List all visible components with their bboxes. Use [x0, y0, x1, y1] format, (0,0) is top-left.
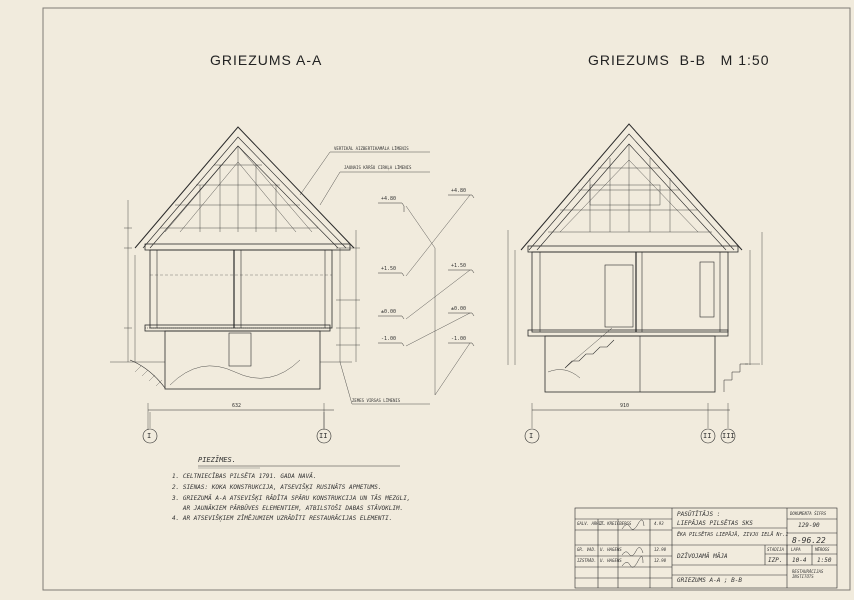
- axis-label: II: [319, 432, 328, 440]
- tb-sheet-no: 8-96.22: [792, 536, 826, 545]
- tb-name: Z. KREICBERGS: [600, 521, 632, 526]
- tb-stage: IZP.: [768, 557, 783, 564]
- tb-client-name: LIEPĀJAS PILSĒTAS SKS: [677, 520, 753, 527]
- elevation-label: +4.80: [451, 188, 467, 194]
- tb-date: 12.90: [654, 547, 667, 552]
- tb-date: 12.90: [654, 558, 667, 563]
- tb-role: GR. VAD.: [577, 547, 597, 552]
- dimension-label: 632: [232, 403, 242, 409]
- tb-name: U. HAGENS: [600, 558, 622, 563]
- callout-label: JAUNAIS KĀRŠU CIRKĻA LĪMENIS: [344, 165, 412, 170]
- note-line: AR JAUNĀKIEM PĀRBŪVES ELEMENTIEM, ATBILSTOŠI DABAS STĀVOKLIM.: [172, 505, 404, 512]
- tb-drawing-title: DZĪVOJAMĀ MĀJA: [677, 553, 728, 560]
- axis-label: I: [529, 432, 534, 440]
- tb-name: U. HAGENS: [600, 547, 622, 552]
- tb-stage-label: STADIJA: [767, 547, 784, 552]
- tb-role: IZSTRĀD.: [577, 558, 597, 563]
- elevation-label: +1.50: [381, 266, 397, 272]
- tb-address: ĒKA PILSĒTAS LIEPĀJĀ, ZIVJU IELĀ Nr.1: [677, 532, 789, 538]
- tb-sheet-title: GRIEZUMS A-A ; B-B: [677, 577, 743, 584]
- notes-heading: PIEZĪMES.: [198, 456, 236, 464]
- note-line: 2. SIENAS: KOKA KONSTRUKCIJA, ATSEVIŠĶI RUSINĀTS APMETUMS.: [172, 484, 382, 491]
- elevation-label: +1.50: [451, 263, 467, 269]
- elevation-label: -1.00: [381, 336, 397, 342]
- axis-label: II: [703, 432, 712, 440]
- tb-role: GALV. ARHIT.: [577, 521, 606, 526]
- note-line: 3. GRIEZUMĀ A-A ATSEVIŠĶI RĀDĪTA SPĀRU KONSTRUKCIJA UN TĀS MEZGLI,: [172, 495, 411, 502]
- tb-scale-label: MĒROGS: [815, 547, 830, 552]
- section-a-title: GRIEZUMS A-A: [210, 52, 323, 68]
- axis-label: III: [722, 432, 735, 440]
- note-line: 4. AR ATSEVIŠĶIEM ZĪMĒJUMIEM UZRĀDĪTI RESTAURĀCIJAS ELEMENTI.: [172, 515, 393, 522]
- tb-client-label: PASŪTĪTĀJS :: [677, 511, 721, 518]
- callout-label: VERTIKĀL AIZBERTIKAMĀLA LĪMENIS: [334, 146, 409, 151]
- elevation-label: +4.80: [381, 196, 397, 202]
- section-b-title: GRIEZUMS B-B M 1:50: [588, 52, 770, 68]
- tb-scale: 1:50: [817, 557, 832, 564]
- tb-sheet: 10-4: [792, 557, 807, 564]
- tb-org: RESTAURĀCIJAS INSTITŪTS: [792, 569, 824, 579]
- note-line: 1. CELTNIECĪBAS PILSĒTA 1791. GADA NAVĀ.: [172, 473, 317, 480]
- axis-label: I: [147, 432, 152, 440]
- elevation-label: ±0.00: [451, 306, 467, 312]
- callout-label: ZEMES VIRSAS LĪMENIS: [352, 398, 401, 403]
- tb-archive-no: 129-90: [798, 522, 820, 529]
- elevation-label: ±0.00: [381, 309, 397, 315]
- tb-sheet-label: LAPA: [791, 547, 801, 552]
- elevation-label: -1.00: [451, 336, 467, 342]
- tb-archive-label: DOKUMENTA ŠIFRS: [790, 511, 827, 516]
- dimension-label: 910: [620, 403, 630, 409]
- tb-date: 4.93: [654, 521, 664, 526]
